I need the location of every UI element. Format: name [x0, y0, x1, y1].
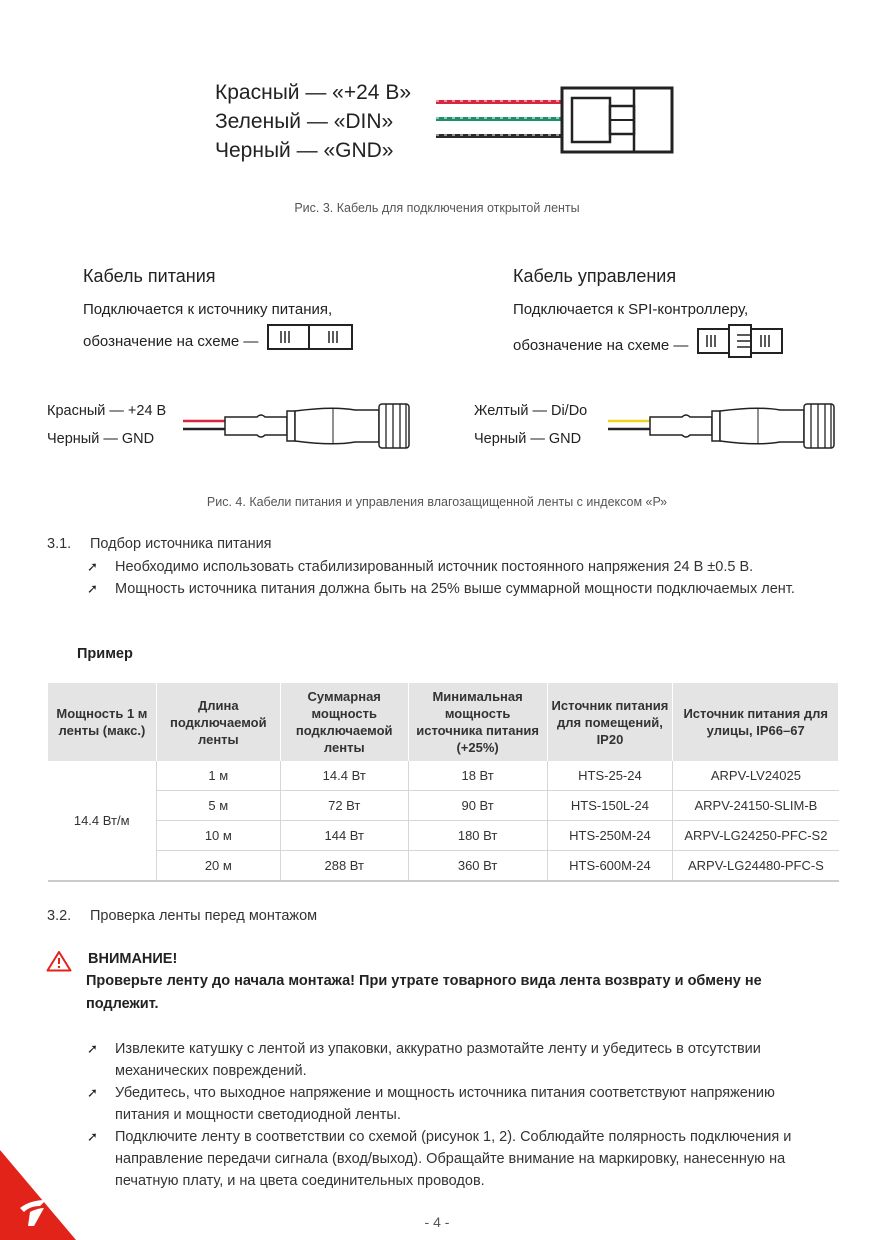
section-3-2-title: Проверка ленты перед монтажом	[90, 908, 318, 924]
table-cell-power-per-m: 14.4 Вт/м	[48, 761, 157, 881]
control-cable-yellow-label: Желтый — Di/Do	[474, 403, 588, 419]
table-cell: HTS-25-24	[547, 761, 673, 791]
arrow-bullet-icon: ➚	[87, 1129, 98, 1144]
control-cable-desc	[513, 296, 783, 368]
list-item	[47, 1126, 807, 1192]
list-item-text: Подключите ленту в соответствии со схемой (рисунок 1, 2). Соблюдайте полярность подключения и направление передачи сигнала (вход/выход). Обращайте внимание на маркировку, нанесенную на печатную плату, и на цвета соединительных проводов.	[115, 1129, 792, 1189]
warning-triangle-icon	[46, 950, 72, 972]
list-item-text: Убедитесь, что выходное напряжение и мощность источника питания соответствуют напряжению питания и мощности светодиодной ленты.	[115, 1085, 775, 1123]
arrow-bullet-icon: ➚	[87, 581, 98, 596]
power-cable-black-label: Черный — GND	[47, 431, 155, 447]
warning-title: ВНИМАНИЕ!	[88, 951, 178, 967]
control-cable-desc-line1: Подключается к SPI-контроллеру,	[513, 301, 749, 318]
table-cell: 1 м	[156, 761, 280, 791]
table-cell: 180 Вт	[408, 821, 547, 851]
control-connector-symbol-icon	[697, 324, 783, 368]
table-header-cell: Мощность 1 м ленты (макс.)	[48, 683, 157, 761]
list-item-text: Мощность источника питания должна быть на 25% выше суммарной мощности подключаемых лент.	[115, 581, 795, 597]
power-cable-red-label: Красный — +24 В	[47, 403, 167, 419]
arrow-bullet-icon: ➚	[87, 1085, 98, 1100]
section-3-1-heading	[47, 536, 272, 552]
table-cell: 14.4 Вт	[280, 761, 408, 791]
table-header-cell: Источник питания для помещений, IP20	[547, 683, 673, 761]
table-row	[48, 851, 839, 882]
table-cell: HTS-250M-24	[547, 821, 673, 851]
list-item	[47, 556, 847, 578]
table-header-cell: Источник питания для улицы, IP66–67	[673, 683, 839, 761]
section-3-1-title: Подбор источника питания	[90, 536, 272, 552]
table-header-cell: Суммарная мощность подключаемой ленты	[280, 683, 408, 761]
table-header-row	[48, 683, 839, 761]
power-cable-labels	[47, 397, 166, 453]
wire-label-red: Красный — «+24 В»	[215, 81, 412, 104]
control-cable-illustration	[608, 398, 840, 454]
table-cell: 90 Вт	[408, 791, 547, 821]
fig4-caption: Рис. 4. Кабели питания и управления влагозащищенной ленты с индексом «Р»	[206, 495, 668, 509]
list-item	[47, 1038, 807, 1082]
table-cell: 144 Вт	[280, 821, 408, 851]
list-item	[47, 1082, 807, 1126]
control-cable-labels	[474, 397, 587, 453]
table-row	[48, 821, 839, 851]
section-3-2-heading	[47, 908, 317, 924]
power-cable-desc-line1: Подключается к источнику питания,	[83, 301, 333, 318]
list-item-text: Извлеките катушку с лентой из упаковки, аккуратно размотайте ленту и убедитесь в отсутствии механических повреждений.	[115, 1041, 761, 1079]
table-row	[48, 791, 839, 821]
page-number: - 4 -	[424, 1214, 450, 1230]
control-cable-desc-line2-row	[513, 324, 783, 368]
example-label: Пример	[77, 646, 133, 662]
arrow-bullet-icon: ➚	[87, 1041, 98, 1056]
power-supply-table	[47, 683, 839, 882]
table-cell: HTS-150L-24	[547, 791, 673, 821]
control-cable-title: Кабель управления	[513, 266, 677, 286]
check-steps-list	[47, 1038, 807, 1192]
table-cell: ARPV-LG24480-PFC-S	[673, 851, 839, 882]
table-cell: 288 Вт	[280, 851, 408, 882]
fig3-connector-illustration	[430, 80, 680, 160]
section-3-1-number: 3.1.	[47, 536, 72, 552]
section-3-2-number: 3.2.	[47, 908, 72, 924]
table-cell: HTS-600M-24	[547, 851, 673, 882]
table-cell: 5 м	[156, 791, 280, 821]
power-cable-title: Кабель питания	[83, 266, 216, 286]
table-row	[48, 761, 839, 791]
power-cable-illustration	[183, 398, 415, 454]
table-cell: 360 Вт	[408, 851, 547, 882]
table-cell: 10 м	[156, 821, 280, 851]
power-connector-symbol-icon	[267, 324, 353, 360]
wire-label-black: Черный — «GND»	[215, 139, 394, 162]
control-cable-desc-line2: обозначение на схеме —	[513, 336, 689, 354]
fig3-wire-labels	[215, 78, 411, 165]
table-header-cell: Длина подключаемой ленты	[156, 683, 280, 761]
table-cell: ARPV-24150-SLIM-B	[673, 791, 839, 821]
power-cable-desc-line2-row	[83, 324, 353, 360]
power-cable-desc-line2: обозначение на схеме —	[83, 332, 259, 350]
control-cable-black-label: Черный — GND	[474, 431, 582, 447]
table-cell: 72 Вт	[280, 791, 408, 821]
list-item	[47, 578, 847, 600]
table-cell: ARPV-LV24025	[673, 761, 839, 791]
table-cell: 20 м	[156, 851, 280, 882]
power-cable-desc	[83, 296, 353, 360]
table-header-cell: Минимальная мощность источника питания (+25%)	[408, 683, 547, 761]
table-cell: 18 Вт	[408, 761, 547, 791]
warning-text: Проверьте ленту до начала монтажа! При утрате товарного вида лента возврату и обмену не подлежит.	[86, 973, 762, 1012]
table-cell: ARPV-LG24250-PFC-S2	[673, 821, 839, 851]
arrow-bullet-icon: ➚	[87, 559, 98, 574]
fig3-caption: Рис. 3. Кабель для подключения открытой ленты	[294, 201, 580, 215]
wire-label-green: Зеленый — «DIN»	[215, 110, 394, 133]
list-item-text: Необходимо использовать стабилизированный источник постоянного напряжения 24 В ±0.5 В.	[115, 559, 754, 575]
section-3-1-bullets	[47, 556, 847, 600]
